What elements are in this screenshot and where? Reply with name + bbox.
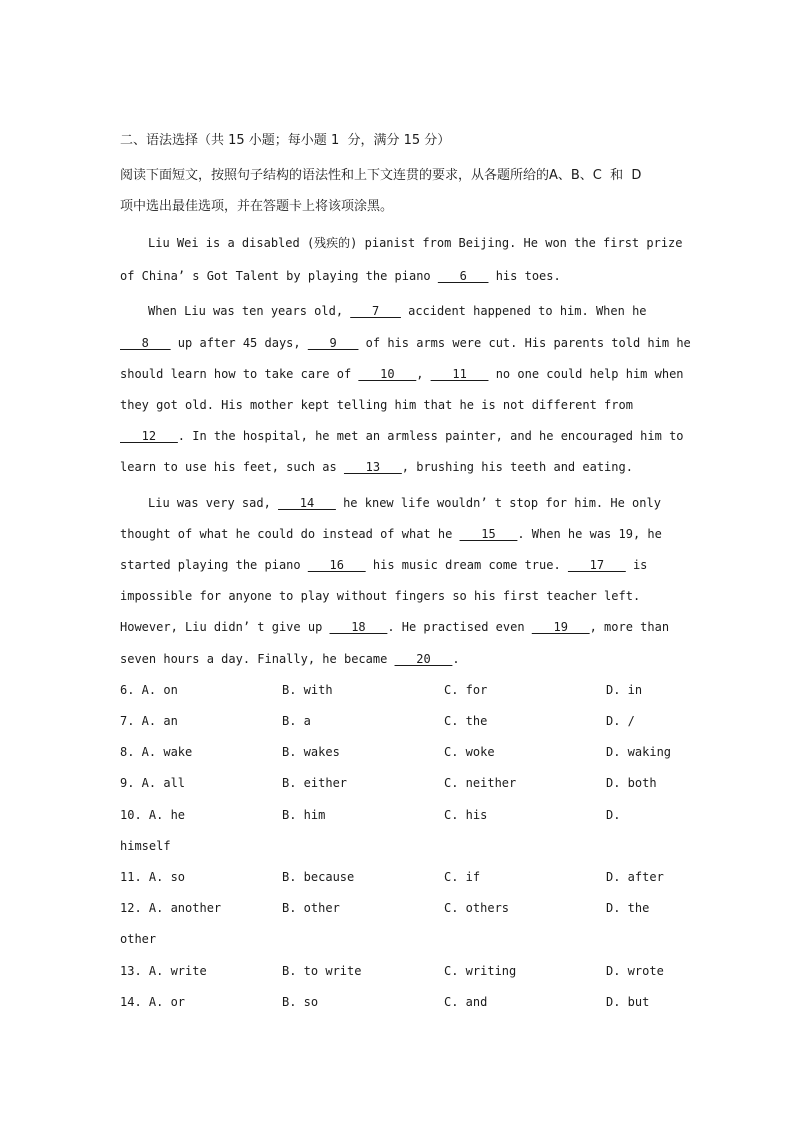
option-d: D. both	[606, 776, 657, 790]
option-b: B. with	[282, 683, 333, 697]
passage-text: . In the hospital, he met an armless painter, and he encouraged him to	[177, 429, 684, 443]
passage-text: of China’ s Got Talent by playing the piano	[120, 269, 438, 283]
option-b: B. to write	[282, 964, 362, 978]
passage-line	[120, 397, 633, 413]
passage-text: his toes.	[488, 269, 561, 283]
passage-text: no one could help him when	[488, 367, 684, 381]
passage-text: they got old. His mother kept telling him that he is not different from	[120, 398, 633, 412]
option-c: C. if	[444, 870, 481, 884]
option-c: C. the	[444, 714, 488, 728]
option-a: 12. A. another	[120, 901, 222, 915]
passage-text: , brushing his teeth and eating.	[401, 460, 633, 474]
option-d: D. after	[606, 870, 664, 884]
option-a: 9. A. all	[120, 776, 186, 790]
passage-line	[120, 588, 640, 604]
blank-12: ___12___	[120, 429, 178, 443]
passage-line	[148, 303, 647, 319]
passage-line	[120, 619, 669, 635]
passage-text: seven hours a day. Finally, he became	[120, 652, 395, 666]
passage-text: , more than	[589, 620, 670, 634]
option-d: D. but	[606, 995, 650, 1009]
passage-text: started playing the piano	[120, 558, 308, 572]
passage-text: up after 45 days,	[170, 336, 308, 350]
passage-text: . He practised even	[387, 620, 532, 634]
passage-text: Liu Wei is a disabled (残疾的) pianist from Beijing. He won the first prize	[148, 236, 683, 250]
blank-16: ___16___	[307, 558, 366, 572]
passage-text: is	[625, 558, 648, 572]
blank-18: ___18___	[329, 620, 388, 634]
section-title: 二、语法选择（共 15 小题；每小题 1 分，满分 15 分）	[120, 133, 451, 148]
option-a: 6. A. on	[120, 683, 178, 697]
passage-line	[120, 366, 684, 382]
passage-text: .	[452, 652, 460, 666]
option-a: 10. A. he	[120, 808, 186, 822]
passage-line	[120, 651, 460, 667]
option-b: B. so	[282, 995, 319, 1009]
option-b: B. other	[282, 901, 340, 915]
passage-text: impossible for anyone to play without fingers so his first teacher left.	[120, 589, 641, 603]
passage-line	[148, 235, 683, 251]
blank-10: ___10___	[358, 367, 417, 381]
blank-13: ___13___	[343, 460, 402, 474]
option-c: C. neither	[444, 776, 517, 790]
blank-19: ___19___	[531, 620, 590, 634]
option-b: B. him	[282, 808, 326, 822]
instructions-line-1: 阅读下面短文，按照句子结构的语法性和上下文连贯的要求，从各题所给的A、B、C 和 D	[120, 168, 642, 183]
option-d: D. waking	[606, 745, 672, 759]
option-c: C. others	[444, 901, 510, 915]
blank-8: ___8___	[120, 336, 171, 350]
option-c: C. and	[444, 995, 488, 1009]
blank-14: ___14___	[278, 496, 336, 510]
option-d: D. wrote	[606, 964, 664, 978]
blank-20: ___20___	[394, 652, 453, 666]
option-a: 14. A. or	[120, 995, 186, 1009]
option-a: 13. A. write	[120, 964, 207, 978]
blank-15: ___15___	[459, 527, 518, 541]
passage-text: accident happened to him. When he	[400, 304, 647, 318]
passage-text: However, Liu didn’ t give up	[120, 620, 330, 634]
option-c: C. for	[444, 683, 488, 697]
passage-line	[120, 526, 662, 542]
option-b: B. either	[282, 776, 348, 790]
blank-7: ___7___	[350, 304, 401, 318]
blank-11: ___11___	[430, 367, 489, 381]
blank-6: ___6___	[437, 269, 489, 283]
option-a: 7. A. an	[120, 714, 178, 728]
passage-line	[120, 557, 647, 573]
passage-line	[120, 428, 684, 444]
option-d: D.	[606, 808, 621, 822]
option-c: C. his	[444, 808, 488, 822]
option-b: B. because	[282, 870, 355, 884]
option-a: 8. A. wake	[120, 745, 193, 759]
passage-text: Liu was very sad,	[148, 496, 279, 510]
option-c: C. woke	[444, 745, 495, 759]
option-b: B. wakes	[282, 745, 340, 759]
blank-9: ___9___	[307, 336, 359, 350]
option-d-wrap: other	[120, 932, 157, 946]
option-a: 11. A. so	[120, 870, 186, 884]
option-d: D. the	[606, 901, 650, 915]
passage-text: should learn how to take care of	[120, 367, 359, 381]
option-c: C. writing	[444, 964, 517, 978]
option-b: B. a	[282, 714, 311, 728]
passage-text: When Liu was ten years old,	[148, 304, 351, 318]
option-d: D. in	[606, 683, 643, 697]
passage-text: ,	[416, 367, 431, 381]
passage-text: his music dream come true.	[365, 558, 568, 572]
instructions-line-2: 项中选出最佳选项，并在答题卡上将该项涂黑。	[120, 199, 394, 214]
option-d: D. /	[606, 714, 635, 728]
passage-text: he knew life wouldn’ t stop for him. He only	[335, 496, 661, 510]
passage-text: thought of what he could do instead of what he	[120, 527, 460, 541]
passage-text: . When he was 19, he	[517, 527, 662, 541]
passage-line	[148, 495, 661, 511]
passage-line	[120, 335, 691, 351]
passage-text: of his arms were cut. His parents told him he	[358, 336, 691, 350]
passage-line	[120, 268, 561, 284]
passage-text: learn to use his feet, such as	[120, 460, 344, 474]
blank-17: ___17___	[567, 558, 626, 572]
passage-line	[120, 459, 633, 475]
option-d-wrap: himself	[120, 839, 171, 853]
